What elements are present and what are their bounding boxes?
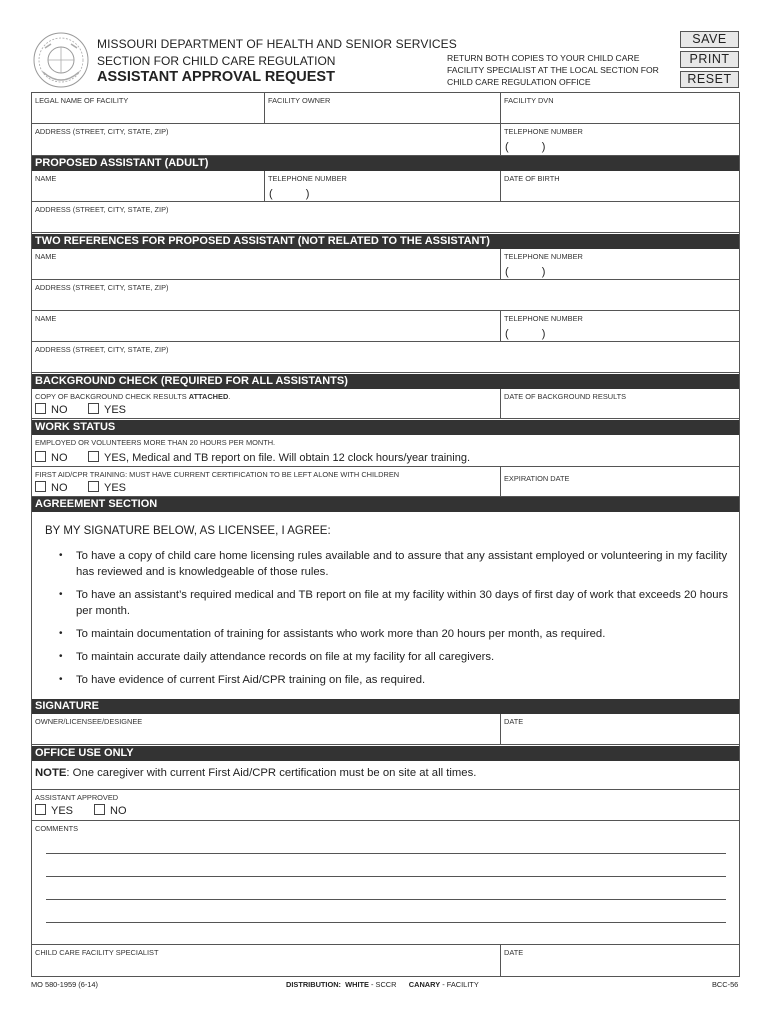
distribution-note: DISTRIBUTION: WHITE - SCCR CANARY - FACILITY: [286, 980, 479, 989]
cpr-yes-option[interactable]: YES: [88, 481, 126, 494]
comments-area[interactable]: [32, 821, 739, 945]
signature-heading: SIGNATURE: [32, 699, 739, 714]
background-copy-label: COPY OF BACKGROUND CHECK RESULTS ATTACHED.: [35, 392, 231, 401]
checkbox[interactable]: [35, 804, 46, 815]
proposed-assistant-heading: PROPOSED ASSISTANT (ADULT): [32, 156, 739, 171]
comment-line[interactable]: [46, 876, 726, 877]
phone-mask: ( ): [505, 141, 546, 153]
assistant-row: [32, 171, 739, 202]
form-number: MO 580-1959 (6-14): [31, 980, 98, 989]
assistant-name-field[interactable]: [32, 171, 264, 201]
signature-date-label: DATE: [504, 717, 524, 726]
approved-yes-option[interactable]: YES: [35, 804, 73, 817]
checkbox[interactable]: [88, 481, 99, 492]
facility-address-row: [32, 124, 739, 156]
reference-address-label: ADDRESS (STREET, CITY, STATE, ZIP): [35, 283, 169, 292]
form-code: BCC-56: [712, 980, 739, 989]
background-check-heading: BACKGROUND CHECK (REQUIRED FOR ALL ASSISTANTS): [32, 374, 739, 389]
background-date-field[interactable]: [500, 389, 739, 418]
assistant-approved-row: [32, 790, 739, 821]
facility-row: [32, 93, 739, 124]
comments-label: COMMENTS: [35, 824, 79, 833]
office-use-heading: OFFICE USE ONLY: [32, 746, 739, 761]
work-status-heading: WORK STATUS: [32, 420, 739, 435]
cpr-expiration-field[interactable]: [500, 467, 739, 496]
facility-name-label: LEGAL NAME OF FACILITY: [35, 96, 129, 105]
references-heading: TWO REFERENCES FOR PROPOSED ASSISTANT (NOT RELATED TO THE ASSISTANT): [32, 234, 739, 249]
reference-phone-label: TELEPHONE NUMBER: [504, 252, 583, 261]
background-row: [32, 389, 739, 419]
background-yes-option[interactable]: YES: [88, 403, 126, 416]
assistant-address-row: [32, 202, 739, 233]
reference-2-phone-field[interactable]: [500, 311, 739, 341]
comment-line[interactable]: [46, 853, 726, 854]
reference-phone-label: TELEPHONE NUMBER: [504, 314, 583, 323]
specialist-label: CHILD CARE FACILITY SPECIALIST: [35, 948, 159, 957]
cpr-expiration-label: EXPIRATION DATE: [504, 474, 570, 483]
checkbox[interactable]: [88, 451, 99, 462]
employment-no-option[interactable]: NO: [35, 451, 68, 464]
reference-1-row: [32, 249, 739, 280]
assistant-dob-field[interactable]: [500, 171, 739, 201]
reference-name-label: NAME: [35, 314, 57, 323]
facility-address-field[interactable]: [32, 124, 500, 155]
reference-2-row: [32, 311, 739, 342]
state-seal-icon: [33, 32, 89, 88]
print-button[interactable]: PRINT: [680, 51, 739, 68]
cpr-field: [32, 467, 500, 496]
office-note: NOTE: One caregiver with current First Aid/CPR certification must be on site at all times.: [35, 767, 477, 779]
reference-address-label: ADDRESS (STREET, CITY, STATE, ZIP): [35, 345, 169, 354]
form-body: [31, 92, 740, 977]
reference-1-address-field[interactable]: [32, 280, 739, 310]
reference-2-name-field[interactable]: [32, 311, 500, 341]
phone-mask: ( ): [505, 266, 546, 278]
facility-owner-label: FACILITY OWNER: [268, 96, 331, 105]
facility-dvn-label: FACILITY DVN: [504, 96, 554, 105]
assistant-approved-label: ASSISTANT APPROVED: [35, 793, 119, 802]
assistant-address-label: ADDRESS (STREET, CITY, STATE, ZIP): [35, 205, 169, 214]
cpr-label: FIRST AID/CPR TRAINING: MUST HAVE CURRENT CERTIFICATION TO BE LEFT ALONE WITH CHILDREN: [35, 470, 400, 479]
assistant-phone-field[interactable]: [264, 171, 500, 201]
form-title: ASSISTANT APPROVAL REQUEST: [97, 69, 335, 85]
employment-yes-option[interactable]: YES, Medical and TB report on file. Will obtain 12 clock hours/year training.: [88, 451, 470, 464]
signature-row: [32, 714, 739, 745]
agreement-body: BY MY SIGNATURE BELOW, AS LICENSEE, I AGREE: • To have a copy of child care home licensing rules available and to assure that any assistant employed or volunteering in my facility has reviewed and is knowledgeable of those rules. • To have an assistant’s required medical and TB report on file at my facility within 30 days of first day of work that exceeds 20 hours per month. • To maintain documentation of training for assistants who work more than 20 hours per month, as required. • To maintain accurate daily attendance records on file at my facility for all caregivers. • To have evidence of current First Aid/CPR training on file, as required.: [32, 512, 739, 705]
comment-line[interactable]: [46, 899, 726, 900]
background-results-field: [32, 389, 500, 418]
background-no-option[interactable]: NO: [35, 403, 68, 416]
assistant-address-field[interactable]: [32, 202, 739, 232]
employment-row: [32, 435, 739, 467]
cpr-row: [32, 467, 739, 497]
facility-phone-label: TELEPHONE NUMBER: [504, 127, 583, 136]
background-date-label: DATE OF BACKGROUND RESULTS: [504, 392, 627, 401]
return-instructions: RETURN BOTH COPIES TO YOUR CHILD CARE FACILITY SPECIALIST AT THE LOCAL SECTION FOR CHILD CARE REGULATION OFFICE: [447, 53, 659, 87]
reference-2-address-field[interactable]: [32, 342, 739, 372]
assistant-name-label: NAME: [35, 174, 57, 183]
checkbox[interactable]: [35, 481, 46, 492]
assistant-phone-label: TELEPHONE NUMBER: [268, 174, 347, 183]
checkbox[interactable]: [94, 804, 105, 815]
reference-1-phone-field[interactable]: [500, 249, 739, 279]
reference-1-address-row: [32, 280, 739, 311]
reference-name-label: NAME: [35, 252, 57, 261]
agreement-heading: AGREEMENT SECTION: [32, 497, 739, 512]
specialist-signature-field[interactable]: [32, 945, 500, 976]
approved-no-option[interactable]: NO: [94, 804, 127, 817]
facility-dvn-field[interactable]: [500, 93, 739, 123]
comment-line[interactable]: [46, 922, 726, 923]
reference-2-address-row: [32, 342, 739, 373]
checkbox[interactable]: [35, 451, 46, 462]
office-note-row: [32, 761, 739, 790]
employment-label: EMPLOYED OR VOLUNTEERS MORE THAN 20 HOURS PER MONTH.: [35, 438, 276, 447]
specialist-date-field[interactable]: [500, 945, 739, 976]
reset-button[interactable]: RESET: [680, 71, 739, 88]
checkbox[interactable]: [35, 403, 46, 414]
reference-1-name-field[interactable]: [32, 249, 500, 279]
owner-signature-field[interactable]: [32, 714, 500, 744]
facility-address-label: ADDRESS (STREET, CITY, STATE, ZIP): [35, 127, 169, 136]
facility-phone-field[interactable]: [500, 124, 739, 155]
assistant-dob-label: DATE OF BIRTH: [504, 174, 560, 183]
phone-mask: ( ): [269, 188, 310, 200]
save-button[interactable]: SAVE: [680, 31, 739, 48]
specialist-row: [32, 945, 739, 976]
phone-mask: ( ): [505, 328, 546, 340]
section-name: SECTION FOR CHILD CARE REGULATION: [97, 54, 336, 68]
checkbox[interactable]: [88, 403, 99, 414]
signature-date-field[interactable]: [500, 714, 739, 744]
specialist-date-label: DATE: [504, 948, 524, 957]
facility-owner-field[interactable]: [264, 93, 500, 123]
cpr-no-option[interactable]: NO: [35, 481, 68, 494]
facility-name-field[interactable]: [32, 93, 264, 123]
owner-signature-label: OWNER/LICENSEE/DESIGNEE: [35, 717, 143, 726]
agreement-intro: BY MY SIGNATURE BELOW, AS LICENSEE, I AGREE:: [45, 525, 331, 537]
department-name: MISSOURI DEPARTMENT OF HEALTH AND SENIOR SERVICES: [97, 37, 457, 51]
